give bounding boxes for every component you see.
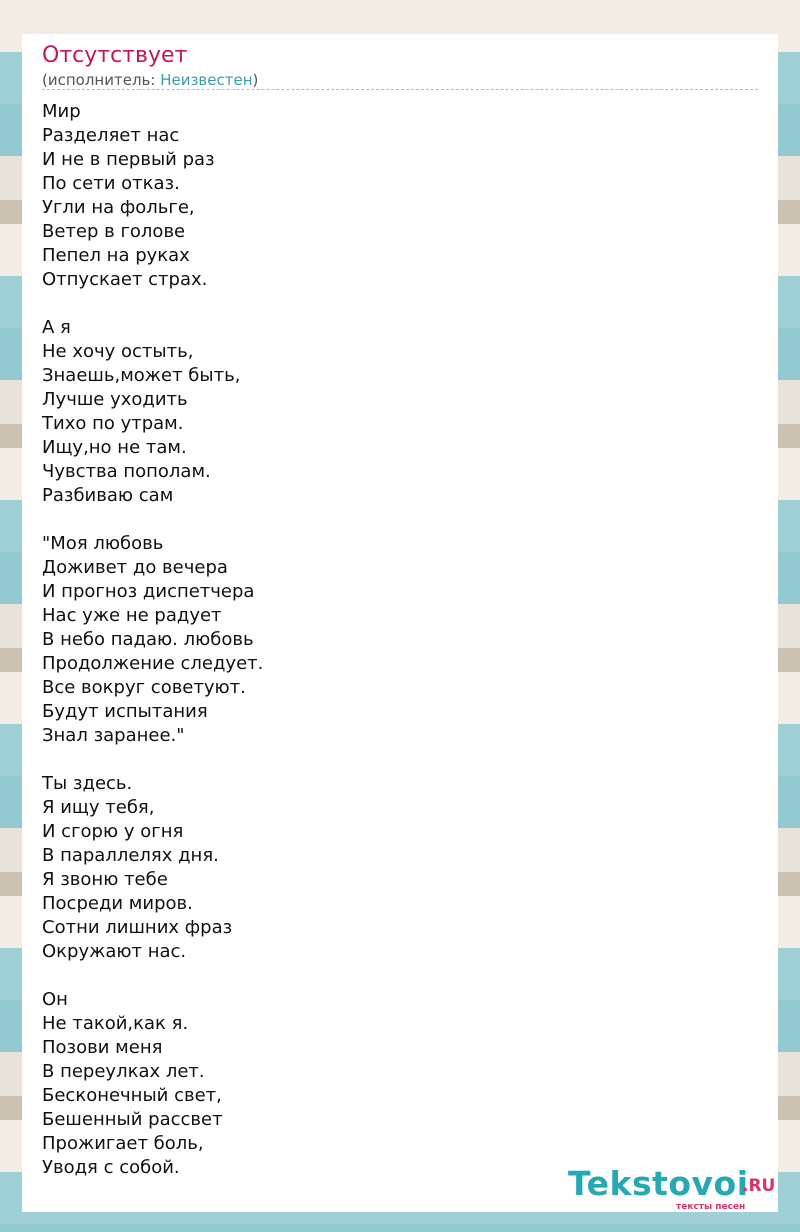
lyric-line: Не хочу остыть, [42,341,194,362]
lyric-line: А я [42,317,71,338]
dashed-divider [42,89,758,90]
lyric-line: В переулках лет. [42,1061,205,1082]
lyric-line: Все вокруг советуют. [42,677,246,698]
lyrics-stanza [42,100,742,292]
lyric-line: Уводя с собой. [42,1157,180,1178]
lyrics-stanza [42,316,742,508]
site-logo[interactable] [568,1164,778,1212]
lyric-line: И сгорю у огня [42,821,184,842]
logo-name: Tekstovoi [568,1164,749,1203]
lyrics-stanza [42,772,742,964]
lyric-line: "Моя любовь [42,533,164,554]
lyric-line: Ты здесь. [42,773,133,794]
lyric-line: Нас уже не радует [42,605,222,626]
lyric-line: Разбиваю сам [42,485,174,506]
lyric-line: Будут испытания [42,701,208,722]
artist-suffix: ) [252,71,259,89]
lyric-line: Мир [42,101,81,122]
artist-line [42,70,258,90]
lyric-line: Я ищу тебя, [42,797,155,818]
lyrics-body [42,100,742,1204]
lyric-line: Посреди миров. [42,893,193,914]
lyric-line: Ветер в голове [42,221,186,242]
lyric-line: Позови меня [42,1037,163,1058]
artist-prefix: (исполнитель: [42,71,161,89]
lyric-line: Угли на фольге, [42,197,195,218]
artist-link[interactable]: Неизвестен [160,71,253,89]
lyric-line: Прожигает боль, [42,1133,204,1154]
lyric-line: Ищу,но не там. [42,437,187,458]
lyric-line: Бесконечный свет, [42,1085,222,1106]
lyrics-card [22,34,778,1212]
lyric-line: И не в первый раз [42,149,215,170]
lyric-line: Доживет до вечера [42,557,228,578]
lyric-line: Лучше уходить [42,389,188,410]
logo-tld: .RU [742,1176,776,1196]
lyric-line: Пепел на руках [42,245,190,266]
lyric-line: По сети отказ. [42,173,180,194]
lyric-line: Бешенный рассвет [42,1109,223,1130]
lyric-line: В небо падаю. любовь [42,629,254,650]
lyric-line: Разделяет нас [42,125,180,146]
lyric-line: Тихо по утрам. [42,413,184,434]
lyric-line: Не такой,как я. [42,1013,189,1034]
lyric-line: Знаешь,может быть, [42,365,241,386]
song-title: Отсутствует [42,43,188,68]
lyric-line: Он [42,989,68,1010]
lyric-line: Чувства пополам. [42,461,211,482]
logo-tagline: тексты песен [676,1202,746,1212]
lyric-line: Окружают нас. [42,941,187,962]
lyric-line: Продолжение следует. [42,653,264,674]
lyrics-stanza [42,988,742,1180]
lyrics-stanza [42,532,742,748]
lyric-line: Отпускает страх. [42,269,208,290]
lyric-line: Сотни лишних фраз [42,917,233,938]
lyric-line: Я звоню тебе [42,869,168,890]
lyric-line: Знал заранее." [42,725,185,746]
lyric-line: В параллелях дня. [42,845,219,866]
lyric-line: И прогноз диспетчера [42,581,255,602]
